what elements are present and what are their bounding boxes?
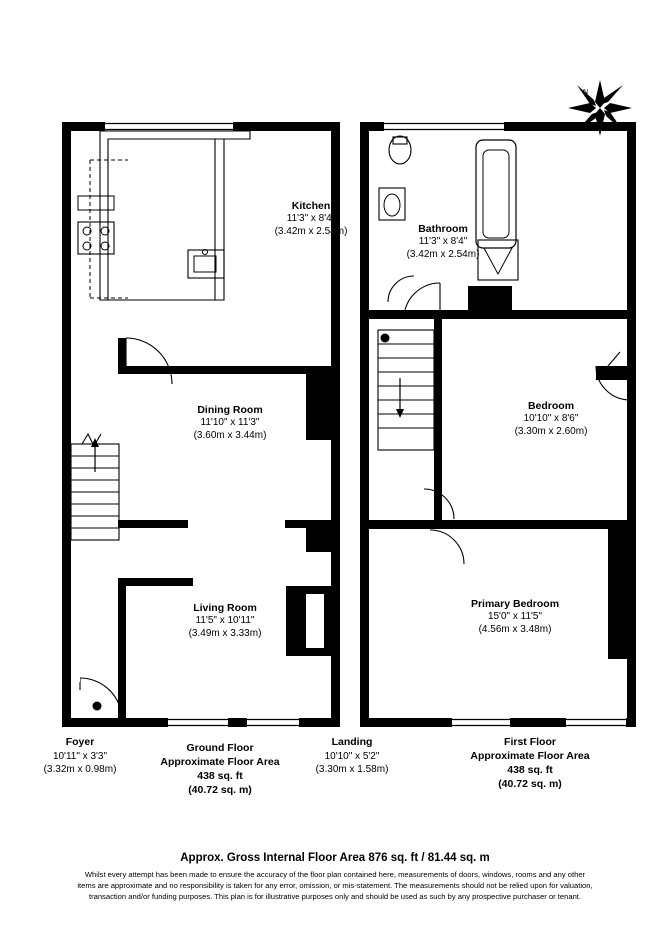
ground-floor-sqft: 438 sq. ft [197,769,243,782]
footer-block [0,852,670,902]
room-label-bedroom [466,400,636,439]
primary-name: Primary Bedroom [470,598,560,610]
kitchen-dim-m: (3.42m x 2.54m) [274,226,348,238]
ground-floor-area-label: Approximate Floor Area [160,755,280,768]
room-label-bathroom [358,223,528,262]
disclaimer-text: Whilst every attempt has been made to ensure the accuracy of the floor plan contained here, measurements of doors, windows, rooms and any other items are approximate and no responsibility is taken for any error, omission, or mis-statement. The measurements should not be relied upon for valuation, transaction and/or funding purposes. This plan is for illustrative purposes only and should be used as such by any prospective purchaser or tenant. [77,870,593,901]
room-label-living-room [140,602,310,641]
room-label-primary-bedroom [400,598,630,637]
primary-dim-m: (4.56m x 3.48m) [478,624,552,636]
bathroom-name: Bathroom [418,223,468,235]
bedroom-dim-m: (3.30m x 2.60m) [514,426,588,438]
foyer-dim-m: (3.32m x 0.98m) [43,763,117,775]
dining-name: Dining Room [197,404,263,416]
foyer-name: Foyer [65,736,95,748]
first-floor-sqm: (40.72 sq. m) [498,777,562,790]
compass-rose-icon [560,72,640,144]
kitchen-name: Kitchen [291,200,331,212]
landing-dim-m: (3.30m x 1.58m) [315,763,389,775]
landing-dim-ft: 10'10" x 5'2" [324,750,380,762]
bedroom-name: Bedroom [527,400,575,412]
room-label-landing [292,736,412,776]
primary-dim-ft: 15'0" x 11'5" [487,611,543,623]
room-label-dining-room [145,404,315,443]
area-summary-first-floor [434,736,626,791]
bedroom-dim-ft: 10'10" x 8'6" [523,413,579,425]
area-summary-ground-floor [130,742,310,797]
dining-dim-m: (3.60m x 3.44m) [193,430,267,442]
landing-name: Landing [331,736,373,748]
first-floor-area-label: Approximate Floor Area [470,749,590,762]
living-dim-m: (3.49m x 3.33m) [188,628,262,640]
gross-internal-area: Approx. Gross Internal Floor Area 876 sq. ft / 81.44 sq. m [180,852,490,864]
living-dim-ft: 11'5" x 10'11" [195,615,255,627]
svg-text:N: N [583,89,589,96]
ground-floor-title: Ground Floor [186,742,254,754]
dining-dim-ft: 11'10" x 11'3" [200,417,260,429]
bathroom-dim-ft: 11'3" x 8'4" [418,236,468,248]
ground-floor-sqm: (40.72 sq. m) [188,783,252,796]
kitchen-dim-ft: 11'3" x 8'4" [286,213,336,225]
first-floor-title: First Floor [504,736,556,748]
foyer-dim-ft: 10'11" x 3'3" [52,750,108,762]
first-floor-sqft: 438 sq. ft [507,763,553,776]
room-label-foyer [20,736,140,776]
living-name: Living Room [193,602,257,614]
bathroom-dim-m: (3.42m x 2.54m) [406,249,480,261]
